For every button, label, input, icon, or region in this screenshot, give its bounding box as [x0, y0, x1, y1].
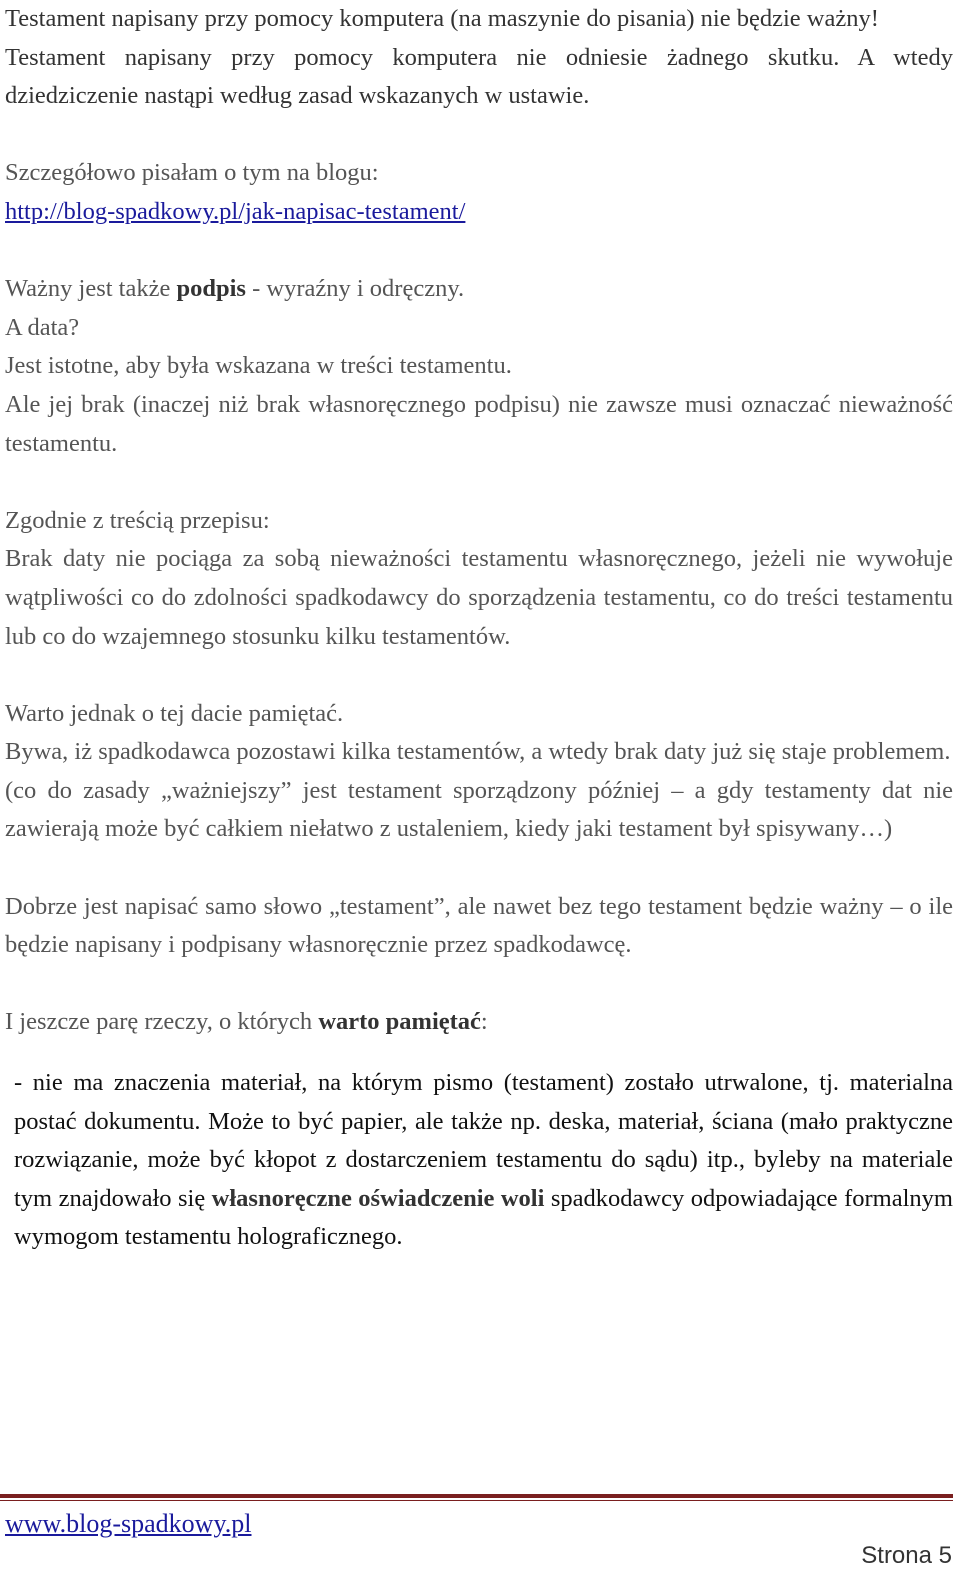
paragraph-signature: [5, 270, 953, 309]
spacer: [5, 656, 953, 695]
spacer: [5, 116, 953, 155]
spacer: [5, 463, 953, 502]
text-span: Ważny jest także: [5, 275, 177, 303]
paragraph-word-testament: Dobrze jest napisać samo słowo „testament”, ale nawet bez tego testament będzie ważny – o ile będzie napisany i podpisany własnoręcznie przez spadkodawcę.: [5, 892, 953, 959]
paragraph-date-important: Jest istotne, aby była wskazana w treści testamentu.: [5, 352, 512, 380]
spacer: [5, 849, 953, 888]
paragraph-later-will: (co do zasady „ważniejszy” jest testament sporządzony później – a gdy testamenty dat nie zawierają może być całkiem niełatwo z ustaleniem, kiedy jaki testament był spisywany…): [5, 776, 953, 843]
document-body: [5, 0, 953, 1257]
spacer: [5, 1042, 953, 1064]
text-span: I jeszcze parę rzeczy, o których: [5, 1008, 319, 1036]
spacer: [5, 232, 953, 271]
text-span: - wyraźny i odręczny.: [245, 275, 465, 303]
paragraph-date-missing: Ale jej brak (inaczej niż brak własnoręcznego podpisu) nie zawsze musi oznaczać nieważność testamentu.: [5, 390, 953, 457]
footer-rule-thick: [0, 1494, 953, 1498]
blog-article-link[interactable]: http://blog-spadkowy.pl/jak-napisac-testament/: [5, 197, 466, 225]
paragraph-legal-quote: Brak daty nie pociąga za sobą nieważności testamentu własnoręcznego, jeżeli nie wywołuje wątpliwości co do zdolności spadkodawcy do sporządzenia testamentu, co do treści testamentu lub co do wzajemnego stosunku kilku testamentów.: [5, 545, 953, 650]
paragraph-blog-link: [5, 193, 953, 232]
paragraph-remember-date: Warto jednak o tej dacie pamiętać.: [5, 699, 344, 727]
bold-declaration: własnoręczne oświadczenie woli: [211, 1184, 545, 1212]
list-item-material: [5, 1064, 953, 1257]
text-span: spadkodawcy odpowiadające formalnym wymogom testamentu holograficznego.: [14, 1184, 953, 1251]
bold-podpis: podpis: [176, 275, 246, 303]
spacer: [5, 965, 953, 1004]
footer-rule-thin: [0, 1500, 953, 1501]
paragraph-typed-will: Testament napisany przy pomocy komputera (na maszynie do pisania) nie będzie ważny!: [5, 5, 879, 32]
paragraph-several-wills: Bywa, iż spadkodawca pozostawi kilka testamentów, a wtedy brak daty już się staje problemem.: [5, 738, 951, 766]
text-span: - nie ma znaczenia materiał, na którym pismo (testament) zostało utrwalone, tj. materialna postać dokumentu. Może to być papier, ale także np. deska, materiał, ściana (mało praktyczne rozwiązanie, może być kłopot z dostarczeniem testamentu do sądu) itp., byleby na materiale tym znajdowało się: [14, 1069, 953, 1212]
paragraph-worth-remembering: [5, 1003, 953, 1042]
paragraph-no-effect: Testament napisany przy pomocy komputera nie odniesie żadnego skutku. A wtedy dziedziczenie nastąpi według zasad wskazanych w ustawie.: [5, 43, 953, 110]
paragraph-date-question: A data?: [5, 313, 80, 341]
page-number: Strona 5: [861, 1542, 952, 1569]
paragraph-according-to: Zgodnie z treścią przepisu:: [5, 506, 270, 534]
bold-warto-pamietac: warto pamiętać: [318, 1008, 481, 1036]
footer-site-link[interactable]: www.blog-spadkowy.pl: [5, 1509, 252, 1538]
text-span: :: [480, 1008, 488, 1036]
paragraph-blog-intro: Szczegółowo pisałam o tym na blogu:: [5, 159, 379, 187]
